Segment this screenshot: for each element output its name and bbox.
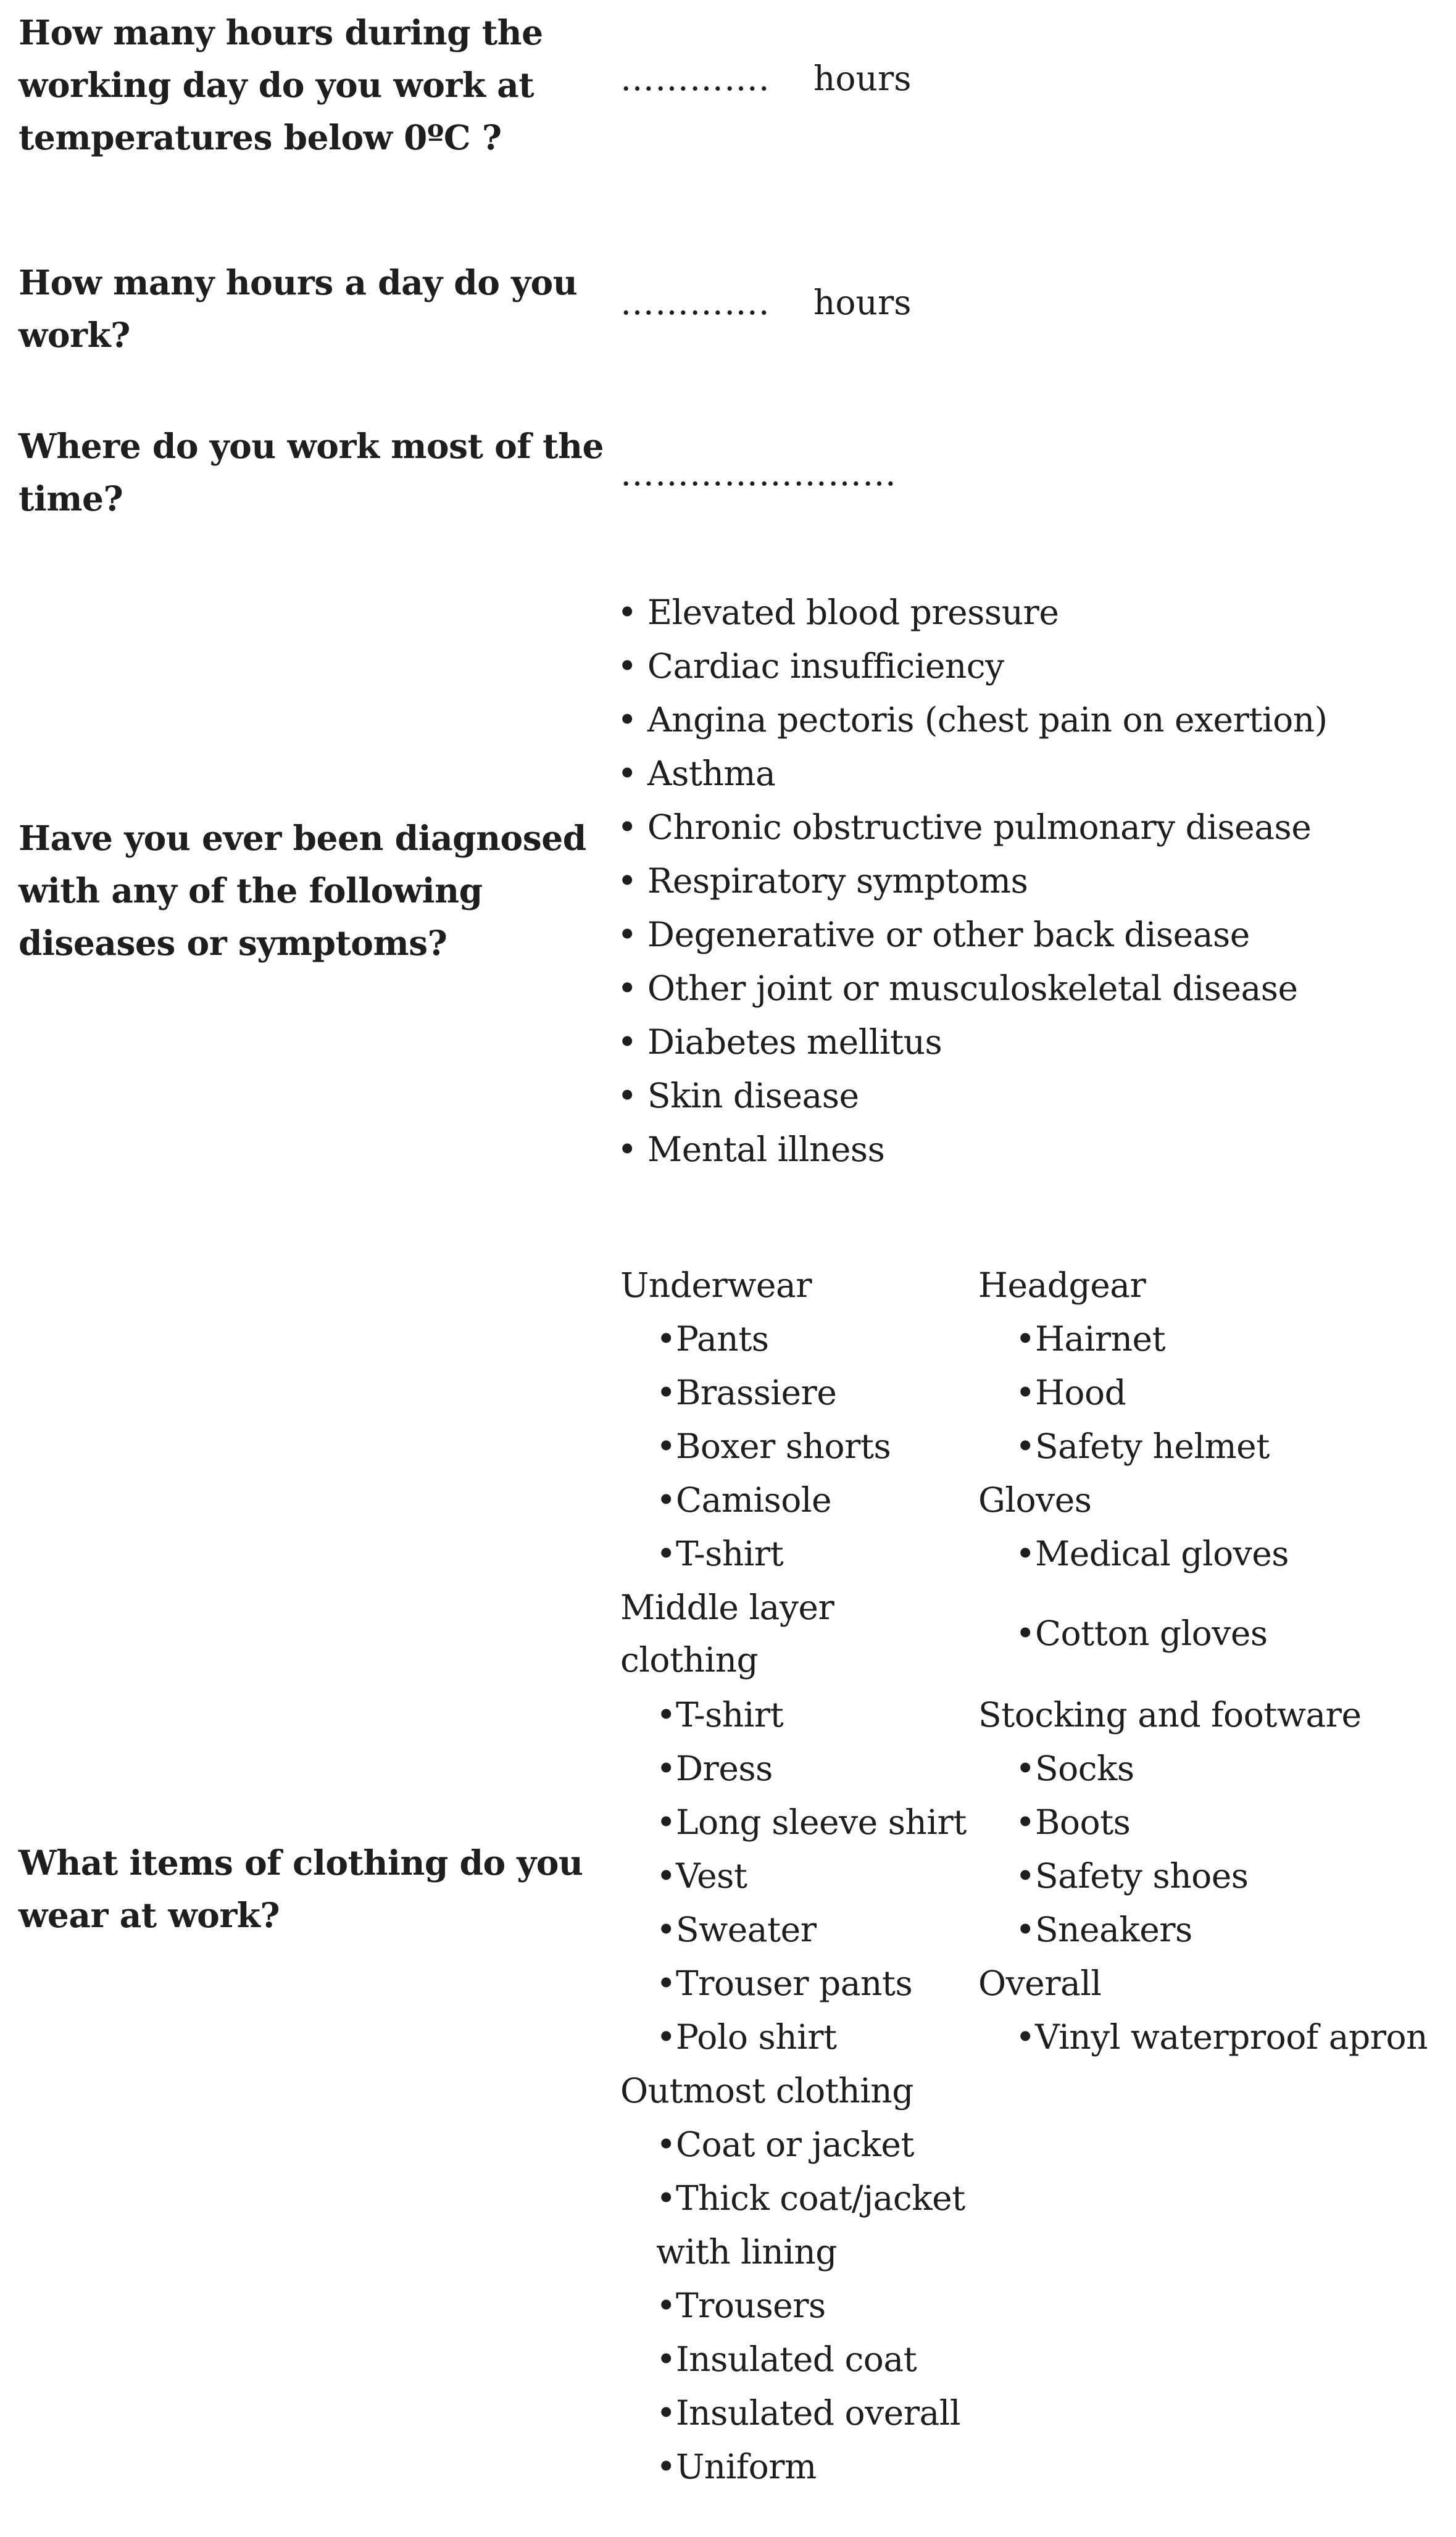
category-gloves: Gloves [978,1480,1092,1520]
clothing-option[interactable]: •Hood [1015,1373,1126,1412]
clothing-option[interactable]: •Medical gloves [1015,1534,1289,1573]
category-overall: Overall [978,1964,1102,2003]
question-clothing-items: What items of clothing do you wear at work? [19,1843,583,1935]
disease-option[interactable]: • Degenerative or other back disease [617,915,1250,954]
category-headgear: Headgear [978,1265,1146,1305]
clothing-option[interactable]: •Vest [656,1856,747,1896]
hours-below-zero-unit: hours [813,59,912,98]
disease-option[interactable]: • Asthma [617,754,776,793]
clothing-option[interactable]: •Uniform [656,2447,817,2486]
clothing-option[interactable]: •Dress [656,1749,773,1788]
disease-option[interactable]: • Cardiac insufficiency [617,646,1004,686]
clothing-option[interactable]: •Thick coat/jacket [656,2178,965,2218]
disease-option[interactable]: • Diabetes mellitus [617,1022,942,1062]
clothing-option[interactable]: •T-shirt [656,1695,784,1735]
disease-option[interactable]: • Elevated blood pressure [617,593,1059,632]
clothing-option[interactable]: •Long sleeve shirt [656,1802,967,1842]
clothing-option[interactable]: •Sneakers [1015,1910,1192,1949]
disease-option[interactable]: • Angina pectoris (chest pain on exertion) [617,700,1328,739]
clothing-option[interactable]: •Safety shoes [1015,1856,1249,1896]
clothing-option[interactable]: •T-shirt [656,1534,784,1573]
disease-option[interactable]: • Other joint or musculoskeletal disease [617,969,1298,1008]
question-diagnosed-diseases: Have you ever been diagnosed with any of the following diseases or symptoms? [19,818,586,963]
clothing-option[interactable]: •Insulated overall [656,2393,960,2433]
clothing-option[interactable]: •Hairnet [1015,1319,1166,1359]
hours-per-day-unit: hours [813,283,912,322]
disease-option[interactable]: • Mental illness [617,1130,885,1169]
disease-option[interactable]: • Chronic obstructive pulmonary disease [617,807,1312,847]
disease-option[interactable]: • Respiratory symptoms [617,861,1028,901]
clothing-option[interactable]: •Cotton gloves [1015,1614,1268,1653]
clothing-option[interactable]: •Camisole [656,1480,832,1520]
clothing-option[interactable]: •Boots [1015,1802,1131,1842]
question-hours-below-zero: How many hours during the working day do you work at temperatures below 0ºC ? [19,12,543,157]
clothing-option[interactable]: •Pants [656,1319,769,1359]
clothing-option[interactable]: •Boxer shorts [656,1427,891,1466]
disease-option[interactable]: • Skin disease [617,1076,859,1115]
question-work-location: Where do you work most of the time? [19,426,604,519]
category-underwear: Underwear [620,1265,812,1305]
category-middle-layer: Middle layer [620,1588,834,1627]
hours-below-zero-blank[interactable]: …………. [620,59,770,98]
clothing-option[interactable]: •Insulated coat [656,2339,917,2379]
clothing-option[interactable]: •Brassiere [656,1373,837,1412]
category-outmost: Outmost clothing [620,2071,913,2110]
clothing-option[interactable]: •Safety helmet [1015,1427,1270,1466]
work-location-blank[interactable]: …………………… [620,454,897,493]
clothing-option[interactable]: •Trouser pants [656,1964,913,2003]
clothing-option[interactable]: •Trousers [656,2286,826,2325]
clothing-option[interactable]: •Polo shirt [656,2017,837,2057]
clothing-option[interactable]: •Socks [1015,1749,1134,1788]
hours-per-day-blank[interactable]: …………. [620,283,770,322]
clothing-option[interactable]: •Coat or jacket [656,2125,915,2164]
question-hours-per-day: How many hours a day do you work? [19,262,578,355]
clothing-option[interactable]: •Vinyl waterproof apron [1015,2017,1428,2057]
category-footwear: Stocking and footware [978,1695,1362,1735]
clothing-option-continuation: with lining [656,2232,837,2272]
clothing-option[interactable]: •Sweater [656,1910,817,1949]
category-middle-layer-line2: clothing [620,1640,759,1680]
